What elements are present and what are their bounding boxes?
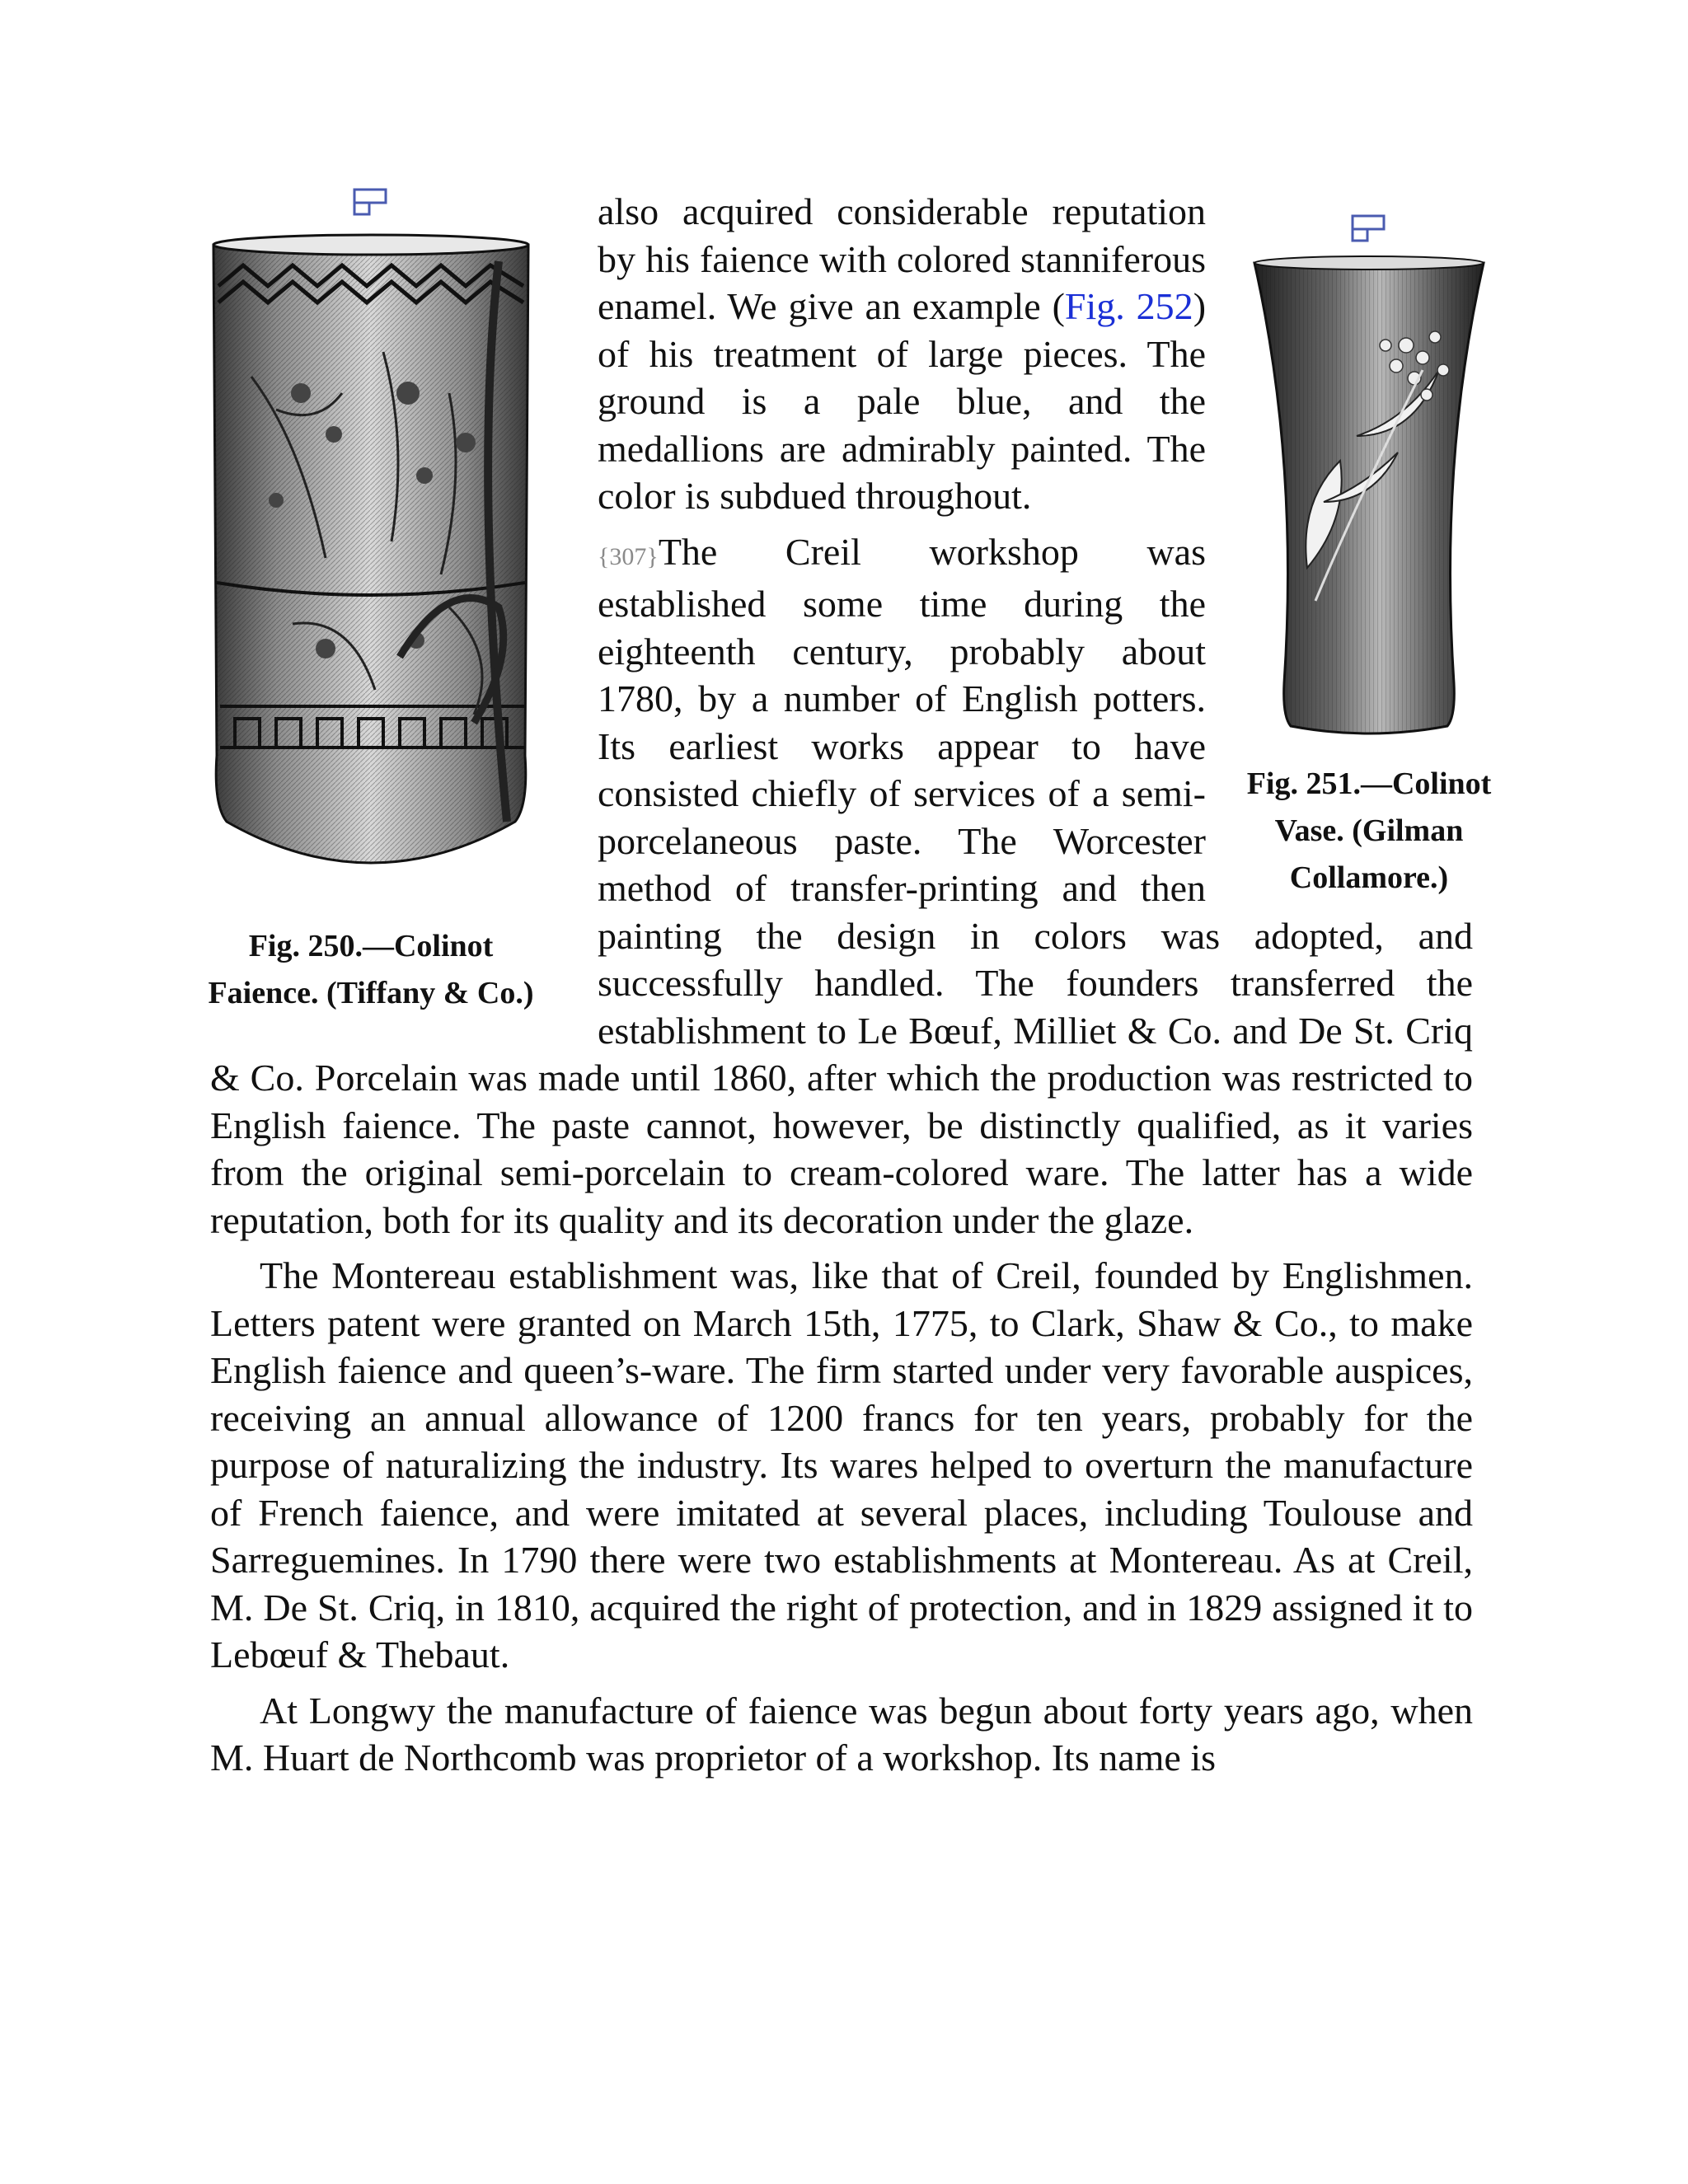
page-number: {307} <box>598 542 659 570</box>
colinot-vase-illustration[interactable] <box>1250 255 1489 741</box>
figure-250-caption: Fig. 250.—Colinot Faience. (Tiffany & Co.) <box>208 929 534 1010</box>
enlarge-figure-icon[interactable] <box>1229 214 1509 246</box>
enlarge-figure-icon[interactable] <box>194 188 548 220</box>
paragraph-3: The Montereau establishment was, like that of Creil, founded by Englishmen. Letters patent were granted on March 15th, 1775, to Clark, Shaw & Co., to make English faience and queen’s-ware. The firm started under very favorable auspices, receiving an annual allowance of 1200 francs for ten years, probably for the purpose of naturalizing the industry. Its wares helped to overturn the manufacture of French faience, and were imitated at several places, including Toulouse and Sarreguemines. In 1790 there were two establishments at Montereau. As at Creil, M. De St. Criq, in 1810, acquired the right of protection, and in 1829 assigned it to Lebœuf & Thebaut. <box>210 1254 1473 1675</box>
colinot-faience-vase-illustration[interactable] <box>202 228 540 908</box>
figure-250 <box>194 188 548 1017</box>
figure-251-caption: Fig. 251.—Colinot Vase. (Gilman Collamore.) <box>1246 766 1492 895</box>
page-content <box>208 188 1492 1782</box>
paragraph-4: At Longwy the manufacture of faience was begun about forty years ago, when M. Huart de Northcomb was proprietor of a workshop. Its name is <box>210 1689 1473 1779</box>
figure-251 <box>1229 214 1509 902</box>
paragraph-2: {307}The Creil workshop was established some time during the eighteenth century, probably about 1780, by a number of English potters. Its earliest works appear to have consisted chiefly of services of a semi-porcelaneous paste. The Worcester method of transfer-printing and then painting the design in colors was adopted, and successfully handled. The founders transferred the establishment to Le Bœuf, Milliet & Co. and De St. Criq & Co. Porcelain was made until 1860, after which the production was restricted to English faience. The paste cannot, however, be distinctly qualified, as it varies from the original semi-porcelain to cream-colored ware. The latter has a wide reputation, both for its quality and its decoration under the glaze. <box>210 530 1473 1241</box>
fig-252-link[interactable]: Fig. 252 <box>1064 285 1193 327</box>
paragraph-1: also acquired considerable reputation by his faience with colored stanniferous enamel. We give an example (Fig. 252) of his treatment of large pieces. The ground is a pale blue, and the medallions are admirably painted. The color is subdued throughout. <box>598 190 1207 517</box>
